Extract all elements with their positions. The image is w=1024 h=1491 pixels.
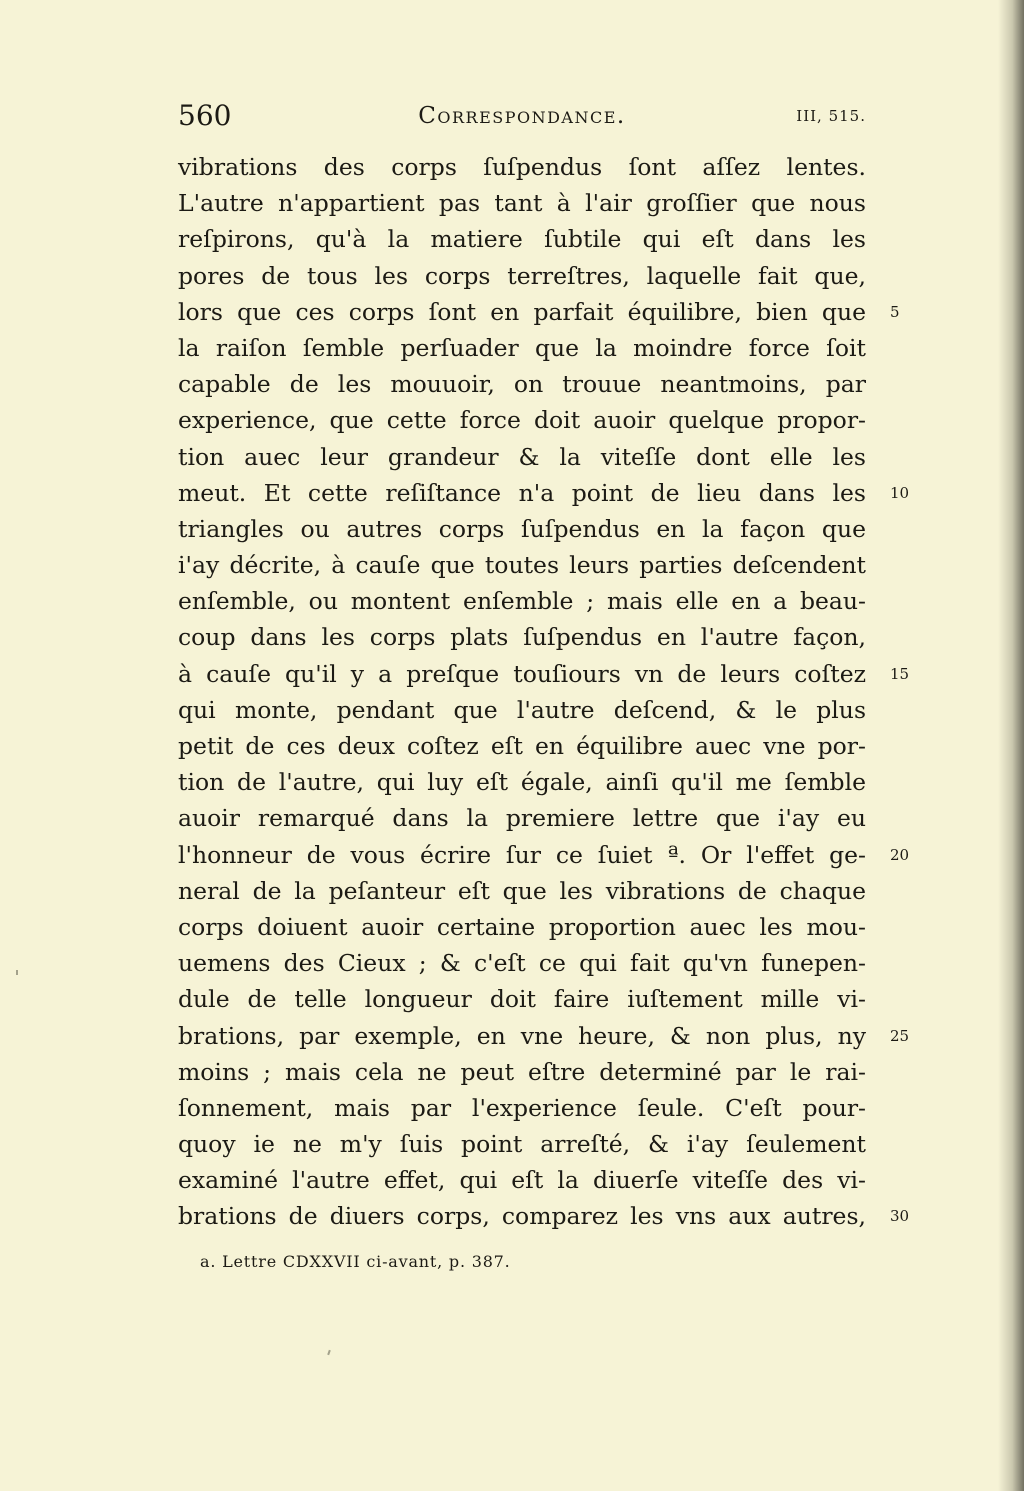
page-number: 560 — [178, 99, 232, 132]
text-line: coup dans les corps plats ſuſpendus en l'autre façon, — [178, 623, 866, 652]
text-line: pores de tous les corps terreſtres, laquelle fait que, — [178, 261, 866, 290]
running-title: Correspondance. — [418, 103, 626, 129]
text-line: ſonnement, mais par l'experience ſeule. C'eſt pour- — [178, 1093, 866, 1122]
text-line: vibrations des corps ſuſpendus ſont aſſez lentes. — [178, 153, 866, 181]
text-line: auoir remarqué dans la premiere lettre que i'ay eu — [178, 804, 866, 833]
text-line: brations de diuers corps, comparez les vns aux autres, 30 — [178, 1198, 866, 1234]
scan-speck — [16, 970, 18, 975]
line-number: 25 — [890, 1026, 910, 1045]
text-line: enſemble, ou montent enſemble ; mais elle en a beau- — [178, 587, 866, 616]
text-line: meut. Et cette reſiſtance n'a point de lieu dans les 10 — [178, 475, 866, 511]
text-line: quoy ie ne m'y ſuis point arreſté, & i'ay ſeulement — [178, 1130, 866, 1159]
body-text — [178, 149, 910, 1235]
text-line: triangles ou autres corps ſuſpendus en la façon que — [178, 514, 866, 543]
text-line: à cauſe qu'il y a preſque touſiours vn de leurs coſtez 15 — [178, 656, 866, 692]
volume-page-reference: III, 515. — [796, 107, 866, 125]
scan-speck — [327, 1350, 331, 1355]
text-line: brations, par exemple, en vne heure, & non plus, ny 25 — [178, 1018, 866, 1054]
text-line: tion de l'autre, qui luy eſt égale, ainſi qu'il me ſemble — [178, 768, 866, 797]
text-line: neral de la peſanteur eſt que les vibrations de chaque — [178, 876, 866, 905]
line-number: 20 — [890, 845, 910, 864]
text-line: capable de les mouuoir, on trouue neantmoins, par — [178, 370, 866, 399]
line-number: 30 — [890, 1207, 910, 1226]
page-header — [178, 96, 866, 136]
text-line: qui monte, pendant que l'autre deſcend, & le plus — [178, 695, 866, 724]
text-line: examiné l'autre effet, qui eſt la diuerſe viteſſe des vi- — [178, 1166, 866, 1195]
text-line: dule de telle longueur doit faire iuſtement mille vi- — [178, 985, 866, 1014]
text-line: l'honneur de vous écrire ſur ce ſuiet ª. Or l'effet ge- 20 — [178, 837, 866, 873]
text-line: petit de ces deux coſtez eſt en équilibre auec vne por- — [178, 732, 866, 760]
text-line: la raiſon ſemble perſuader que la moindre force ſoit — [178, 333, 866, 362]
text-line: corps doiuent auoir certaine proportion auec les mou- — [178, 912, 866, 941]
footnote: a. Lettre CDXXVII ci-avant, p. 387. — [200, 1252, 511, 1271]
text-line: lors que ces corps ſont en parfait équilibre, bien que 5 — [178, 294, 866, 330]
text-line: L'autre n'appartient pas tant à l'air groſſier que nous — [178, 189, 866, 218]
text-line: moins ; mais cela ne peut eſtre determiné par le rai- — [178, 1057, 866, 1086]
text-line: uemens des Cieux ; & c'eſt ce qui fait qu'vn funepen- — [178, 949, 866, 978]
page-edge-shadow — [998, 0, 1024, 1491]
text-line: reſpirons, qu'à la matiere ſubtile qui eſt dans les — [178, 225, 866, 254]
line-number: 5 — [890, 302, 900, 321]
line-number: 10 — [890, 483, 910, 502]
text-line: tion auec leur grandeur & la viteſſe dont elle les — [178, 442, 866, 471]
text-line: i'ay décrite, à cauſe que toutes leurs parties deſcendent — [178, 551, 866, 580]
text-line: experience, que cette force doit auoir quelque propor- — [178, 406, 866, 435]
line-number: 15 — [890, 664, 910, 683]
